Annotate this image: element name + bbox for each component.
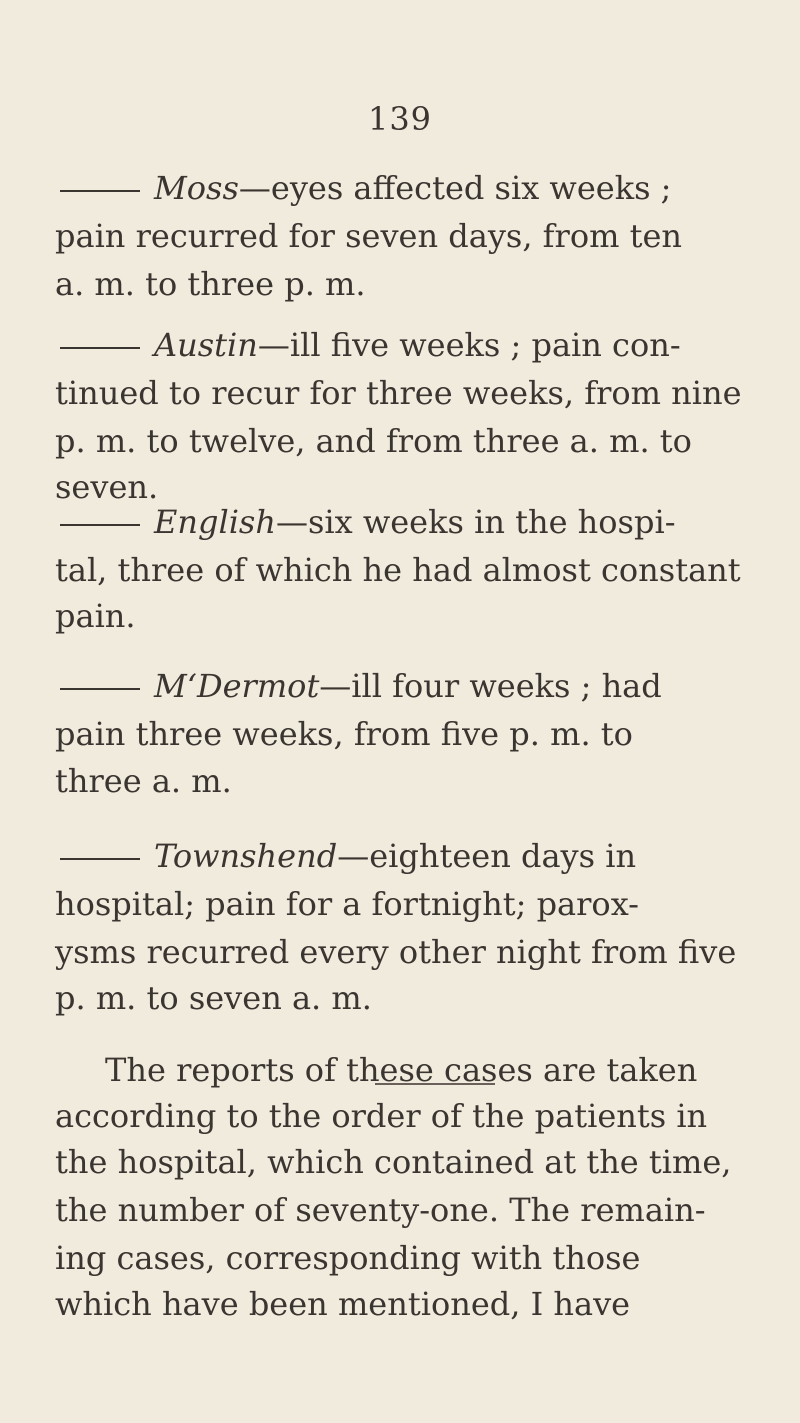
entry-moss-first-line xyxy=(60,168,671,208)
em-dash-rule xyxy=(60,190,140,192)
entry-line: ysms recurred every other night from five xyxy=(55,933,737,971)
entry-line: tinued to recur for three weeks, from nine xyxy=(55,374,742,412)
paragraph-line: the number of seventy-one. The remain- xyxy=(55,1191,706,1229)
entry-text: —eyes affected six weeks ; xyxy=(238,169,672,207)
entry-name: English xyxy=(154,503,276,541)
entry-name: Moss xyxy=(154,169,239,207)
paragraph-line: which have been mentioned, I have xyxy=(55,1285,631,1323)
entry-line: p. m. to twelve, and from three a. m. to xyxy=(55,422,692,460)
entry-line: three a. m. xyxy=(55,762,232,800)
entry-text: —ill four weeks ; had xyxy=(319,667,662,705)
entry-line: pain. xyxy=(55,597,136,635)
entry-english-first-line xyxy=(60,502,676,542)
entry-austin-first-line xyxy=(60,325,681,365)
entry-line: p. m. to seven a. m. xyxy=(55,979,372,1017)
entry-text: —eighteen days in xyxy=(337,837,637,875)
em-dash-rule xyxy=(60,688,140,690)
entry-mdermot-first-line xyxy=(60,666,662,706)
paragraph-line: the hospital, which contained at the time, xyxy=(55,1143,732,1181)
entry-line: pain recurred for seven days, from ten xyxy=(55,217,682,255)
entry-line: seven. xyxy=(55,468,159,506)
entry-text: —six weeks in the hospi- xyxy=(275,503,676,541)
paragraph-line: ing cases, corresponding with those xyxy=(55,1239,641,1277)
paragraph-line: The reports of these cases are taken xyxy=(105,1051,698,1089)
entry-name: M‘Dermot xyxy=(154,667,320,705)
entry-name: Austin xyxy=(154,326,258,364)
paragraph-line: according to the order of the patients in xyxy=(55,1097,708,1135)
entry-name: Townshend xyxy=(154,837,338,875)
entry-townshend-first-line xyxy=(60,836,636,876)
entry-line: tal, three of which he had almost constant xyxy=(55,551,741,589)
em-dash-rule xyxy=(60,858,140,860)
entry-line: hospital; pain for a fortnight; parox- xyxy=(55,885,639,923)
entry-line: a. m. to three p. m. xyxy=(55,265,366,303)
entry-line: pain three weeks, from five p. m. to xyxy=(55,715,633,753)
entry-text: —ill five weeks ; pain con- xyxy=(257,326,681,364)
page-number: 139 xyxy=(367,100,433,138)
em-dash-rule xyxy=(60,524,140,526)
em-dash-rule xyxy=(60,347,140,349)
